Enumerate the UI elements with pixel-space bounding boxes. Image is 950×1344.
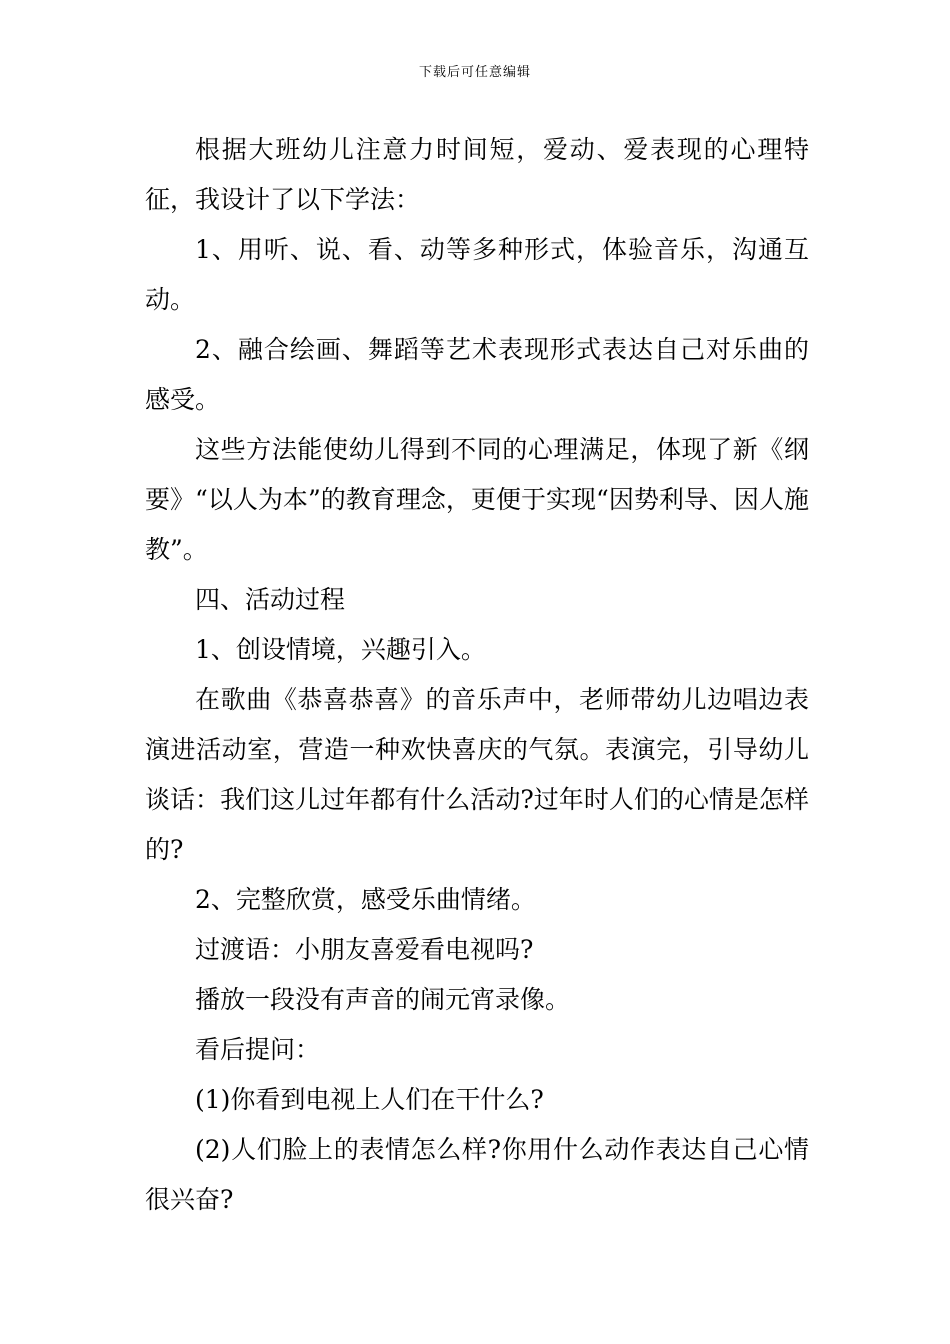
page-header: 下载后可任意编辑 — [418, 65, 531, 80]
paragraph: 这些方法能使幼儿得到不同的心理满足，体现了新《纲要》“以人为本”的教育理念，更便于实现“因势利导、因人施教”。 — [145, 435, 809, 564]
paragraph: 在歌曲《恭喜恭喜》的音乐声中，老师带幼儿边唱边表演进活动室，营造一种欢快喜庆的气氛。表演完，引导幼儿谈话：我们这儿过年都有什么活动?过年时人们的心情是怎样的? — [145, 685, 809, 864]
question-item: (1)你看到电视上人们在干什么? — [195, 1085, 544, 1114]
list-item: 1、用听、说、看、动等多种形式，体验音乐，沟通互动。 — [145, 235, 809, 314]
subsection-heading: 1、创设情境，兴趣引入。 — [195, 635, 486, 664]
section-heading: 四、活动过程 — [195, 585, 346, 614]
list-item: 2、融合绘画、舞蹈等艺术表现形式表达自己对乐曲的感受。 — [145, 335, 809, 414]
paragraph: 过渡语：小朋友喜爱看电视吗? — [195, 935, 534, 964]
paragraph: 根据大班幼儿注意力时间短，爱动、爱表现的心理特征，我设计了以下学法： — [145, 135, 809, 214]
document-body — [145, 125, 809, 1225]
question-item: (2)人们脸上的表情怎么样?你用什么动作表达自己心情很兴奋? — [145, 1135, 809, 1214]
paragraph: 播放一段没有声音的闹元宵录像。 — [195, 985, 571, 1014]
paragraph: 看后提问： — [195, 1035, 321, 1064]
subsection-heading: 2、完整欣赏，感受乐曲情绪。 — [195, 885, 536, 914]
